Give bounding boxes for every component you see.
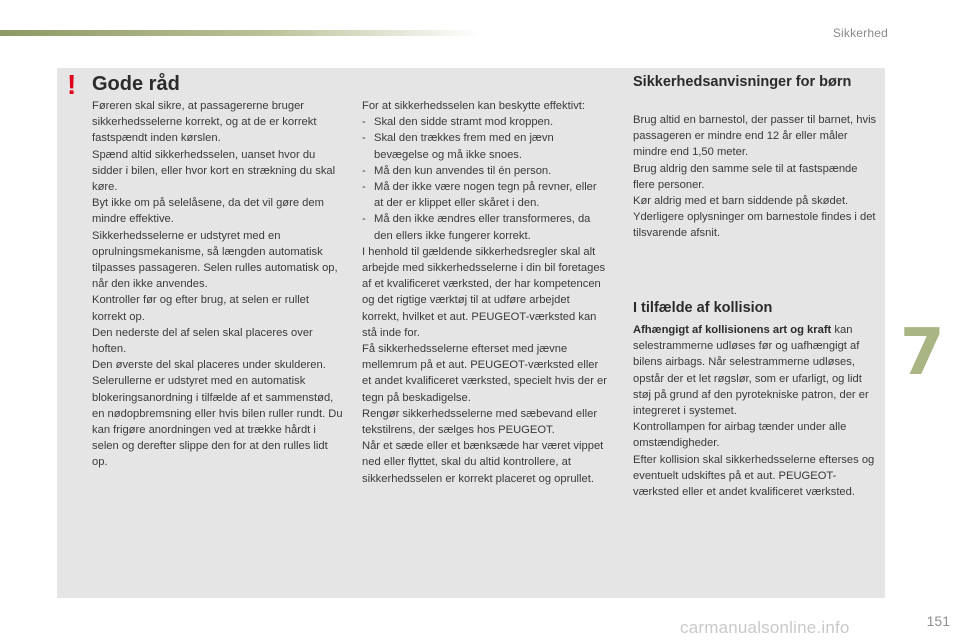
paragraph: Kontrollampen for airbag tænder under alle omstændigheder. xyxy=(633,421,847,450)
children-section xyxy=(633,112,881,242)
page-title: Gode råd xyxy=(92,73,180,95)
paragraph: Den nederste del af selen skal placeres over hoften. xyxy=(92,326,313,356)
bullet-text: Skal den sidde stramt mod kroppen. xyxy=(374,116,554,129)
chapter-number: 7 xyxy=(900,316,945,390)
paragraph: Yderligere oplysninger om barnestole findes i det tilsvarende afsnit. xyxy=(633,211,876,240)
paragraph: Få sikkerhedsselerne efterset med jævne mellemrum på et aut. PEUGEOT-værksted eller et andet kvalificeret værksted, specielt hvis der er tegn på beskadigelse. xyxy=(362,343,607,404)
bullet-text: Må den kun anvendes til én person. xyxy=(374,164,552,177)
paragraph: Kontroller før og efter brug, at selen er rullet korrekt op. xyxy=(92,294,310,323)
bullet-dash: - xyxy=(362,116,366,129)
paragraph: Byt ikke om på selelåsene, da det vil gøre dem mindre effektive. xyxy=(92,197,324,226)
bullet-intro: For at sikkerhedsselen kan beskytte effektivt: xyxy=(362,100,586,112)
header-accent-bar xyxy=(0,30,480,36)
paragraph: Kør aldrig med et barn siddende på skødet. xyxy=(633,195,849,208)
paragraph: Føreren skal sikre, at passagererne bruger sikkerhedsselerne korrekt, og at de er korrekt fastspændt inden kørslen. xyxy=(92,100,317,145)
bullet-text: Skal den trækkes frem med en jævn bevægelse og må ikke snoes. xyxy=(374,132,554,161)
advice-column-1 xyxy=(92,98,344,471)
lead-bold-text: Afhængigt af kollisionens art og kraft xyxy=(633,324,832,336)
warning-icon: ! xyxy=(67,69,77,100)
children-heading: Sikkerhedsanvisninger for børn xyxy=(633,74,852,90)
bullet-text: Må der ikke være nogen tegn på revner, eller at der er klippet eller skåret i den. xyxy=(374,181,597,210)
paragraph: Sikkerhedsselerne er udstyret med en oprulningsmekanisme, så længden automatisk tilpasses passageren. Selen rulles automatisk op, når den ikke anvendes. xyxy=(92,229,338,291)
bullet-dash: - xyxy=(362,132,366,145)
paragraph: Selerullerne er udstyret med en automatisk blokeringsanordning i tilfælde af et sammenstød, en nødopbremsning eller hvis bilen ruller rundt. Du kan frigøre anordningen ved at trække hårdt i selen og derefter slippe den for at den rulles lidt op. xyxy=(92,375,343,469)
paragraph: Rengør sikkerhedsselerne med sæbevand eller tekstilrens, der sælges hos PEUGEOT. xyxy=(362,407,598,437)
list-item xyxy=(362,114,607,130)
bullet-dash: - xyxy=(362,213,366,226)
list-item xyxy=(362,179,607,211)
watermark: carmanualsonline.info xyxy=(680,618,850,637)
paragraph: Spænd altid sikkerhedsselen, uanset hvor du sidder i bilen, eller hvor kort en strækning du skal køre. xyxy=(92,148,336,194)
section-label: Sikkerhed xyxy=(832,26,888,40)
list-item xyxy=(362,163,607,179)
collision-section xyxy=(633,322,881,500)
paragraph: Brug aldrig den samme sele til at fastspænde flere personer. xyxy=(633,162,858,191)
list-item xyxy=(362,130,607,162)
paragraph: Brug altid en barnestol, der passer til barnet, hvis passageren er mindre end 12 år eller måler mindre end 1,50 meter. xyxy=(633,114,877,159)
bullet-dash: - xyxy=(362,181,366,194)
page-number: 151 xyxy=(926,613,950,629)
lead-text: kan selestrammerne udløses før og uafhængigt af bilens airbags. Når selestrammerne udløses, opstår der et let røgslør, som er ufarligt, og lidt støj på grund af den pyrotekniske patron, der er integreret i systemet. xyxy=(633,324,869,418)
paragraph: Efter kollision skal sikkerhedsselerne efterses og eventuelt udskiftes på et aut. PEUGEOT-værksted eller et andet kvalificeret værksted. xyxy=(633,453,875,499)
collision-heading: I tilfælde af kollision xyxy=(633,300,773,316)
paragraph: Den øverste del skal placeres under skulderen. xyxy=(92,359,326,372)
bullet-dash: - xyxy=(362,164,366,177)
paragraph: I henhold til gældende sikkerhedsregler skal alt arbejde med sikkerhedsselerne i din bil foretages af et kvalificeret værksted, der har kompetencen og det rigtige værktøj til at udføre arbejdet korrekt, hvilket et aut. PEUGEOT-værksted kan stå inde for. xyxy=(362,245,606,339)
paragraph xyxy=(633,322,881,419)
paragraph: Når et sæde eller et bænksæde har været vippet ned eller flyttet, skal du altid kontrollere, at sikkerhedsselen er korrekt placeret og oprullet. xyxy=(362,440,604,485)
bullet-text: Må den ikke ændres eller transformeres, da den ellers ikke fungerer korrekt. xyxy=(374,213,591,242)
list-item xyxy=(362,211,607,243)
bullet-list xyxy=(362,114,607,244)
advice-column-2 xyxy=(362,98,607,487)
